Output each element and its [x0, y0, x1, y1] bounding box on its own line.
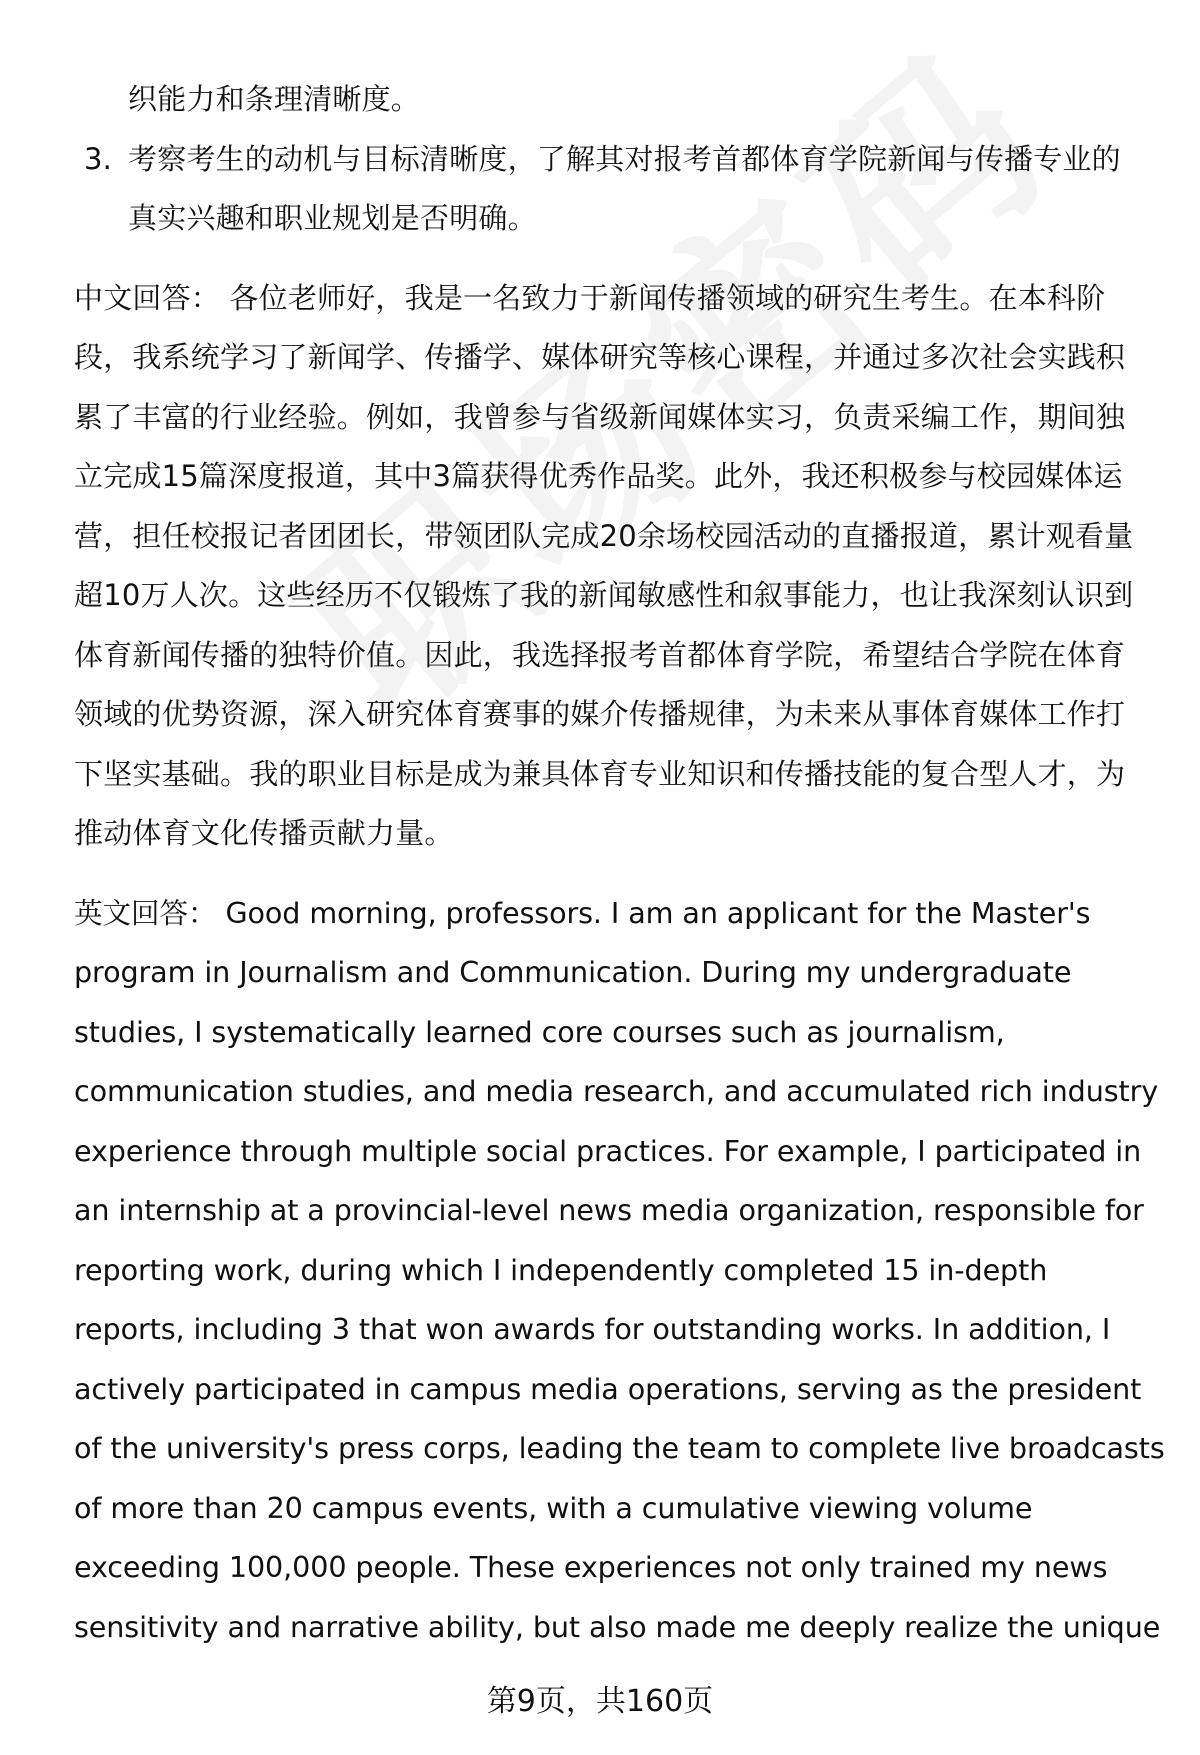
paragraph-line: communication studies, and media research, and accumulated rich industry	[74, 1074, 1159, 1108]
paragraph-line: reports, including 3 that won awards for outstanding works. In addition, I	[74, 1312, 1111, 1346]
paragraph-line: studies, I systematically learned core courses such as journalism,	[74, 1014, 1005, 1049]
paragraph-line: 营，担任校报记者团团长，带领团队完成20余场校园活动的直播报道，累计观看量	[74, 518, 1134, 553]
paragraph-spacer	[74, 249, 1158, 269]
paragraph-spacer	[74, 864, 1158, 884]
paragraph-line: 体育新闻传播的独特价值。因此，我选择报考首都体育学院，希望结合学院在体育	[74, 637, 1126, 672]
paragraph-line: 段，我系统学习了新闻学、传播学、媒体研究等核心课程，并通过多次社会实践积	[74, 340, 1126, 374]
list-item-3	[74, 130, 1158, 190]
paragraph-line: 中文回答： 各位老师好，我是一名致力于新闻传播领域的研究生考生。在本科阶	[74, 280, 1106, 315]
chinese-answer-paragraph	[74, 269, 1158, 864]
paragraph-line: an internship at a provincial-level news media organization, responsible for	[74, 1193, 1144, 1227]
criteria-list	[74, 70, 1158, 249]
paragraph-line: 下坚实基础。我的职业目标是成为兼具体育专业知识和传播技能的复合型人才，为	[74, 756, 1126, 791]
paragraph-line: program in Journalism and Communication. During my undergraduate	[74, 955, 1072, 989]
paragraph-line: of more than 20 campus events, with a cumulative viewing volume	[74, 1490, 1033, 1525]
paragraph-line: experience through multiple social practices. For example, I participated in	[74, 1133, 1142, 1168]
paragraph-line: 累了丰富的行业经验。例如，我曾参与省级新闻媒体实习，负责采编工作，期间独	[74, 399, 1126, 434]
english-answer-paragraph	[74, 884, 1165, 1658]
paragraph-line: 领域的优势资源，深入研究体育赛事的媒介传播规律，为未来从事体育媒体工作打	[74, 697, 1126, 731]
list-item-text: 考察考生的动机与目标清晰度，了解其对报考首都体育学院新闻与传播专业的	[128, 141, 1121, 176]
list-continuation-line: 织能力和条理清晰度。	[128, 82, 421, 116]
paragraph-line: of the university's press corps, leading the team to complete live broadcasts	[74, 1431, 1165, 1465]
page-number-footer: 第9页，共160页	[486, 1684, 714, 1719]
paragraph-line: reporting work, during which I independently completed 15 in-depth	[74, 1252, 1048, 1287]
paragraph-line: 推动体育文化传播贡献力量。	[74, 816, 454, 850]
paragraph-line: actively participated in campus media operations, serving as the president	[74, 1371, 1142, 1406]
list-item-number: 3.	[84, 141, 113, 176]
paragraph-line: 立完成15篇深度报道，其中3篇获得优秀作品奖。此外，我还积极参与校园媒体运	[74, 459, 1123, 493]
paragraph-line: 英文回答： Good morning, professors. I am an applicant for the Master's	[74, 895, 1091, 930]
paragraph-line: sensitivity and narrative ability, but also made me deeply realize the unique	[74, 1609, 1161, 1644]
paragraph-line: 超10万人次。这些经历不仅锻炼了我的新闻敏感性和叙事能力，也让我深刻认识到	[74, 578, 1134, 612]
page-content	[74, 70, 1165, 1657]
list-item-text: 真实兴趣和职业规划是否明确。	[128, 201, 537, 235]
paragraph-line: exceeding 100,000 people. These experiences not only trained my news	[74, 1550, 1108, 1584]
